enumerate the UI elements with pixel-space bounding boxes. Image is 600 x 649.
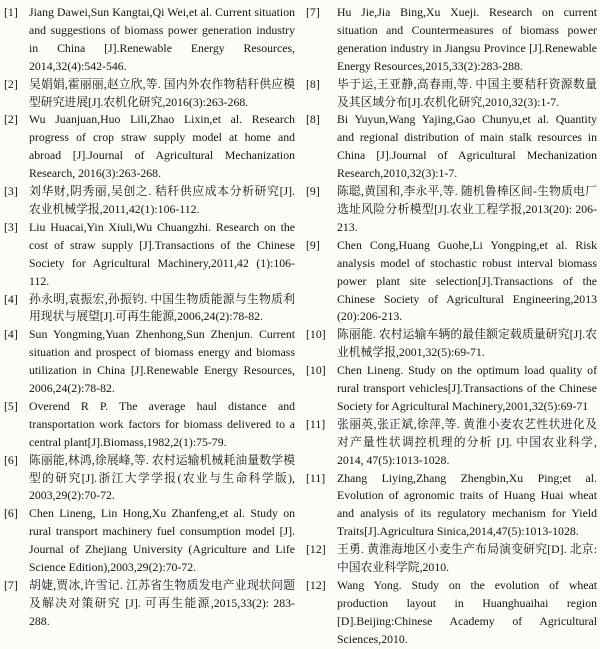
reference-text: Jiang Dawei,Sun Kangtai,Qi Wei,et al. Current situation and suggestions of biomass power generation industry in China [J].Renewable Energy Resources, 2014,32(4):542-546. [29, 5, 295, 73]
reference-text: Wu Juanjuan,Huo Lili,Zhao Lixin,et al. Research progress of crop straw supply model at home and abroad [J].Journal of Agricultural Mechanization Research, 2016(3):263-268. [29, 112, 295, 181]
reference-number: [10] [306, 363, 326, 378]
reference-number: [5] [4, 398, 18, 413]
reference-text: Liu Huacai,Yin Xiuli,Wu Chuangzhi. Research on the cost of straw supply [J].Transactions of the Chinese Society for Agricultural Machinery,2011,42 (1):106-112. [29, 219, 295, 288]
reference-text: Hu Jie,Jia Bing,Xu Xueji. Research on current situation and Countermeasures of biomass power generation industry in Jiangsu Province [J].Renewable Energy Resources,2015,33(2):283-288. [337, 5, 597, 73]
reference-number: [6] [4, 506, 18, 521]
reference-number: [9] [306, 237, 320, 252]
reference-entry [4, 111, 295, 183]
reference-number: [11] [306, 416, 326, 431]
reference-entry [306, 577, 597, 649]
reference-text: 陈聪,黄国和,李永平,等. 随机鲁棒区间-生物质电厂选址风险分析模型[J].农业工程学报,2013(20): 206-213. [337, 184, 597, 234]
reference-entry [4, 183, 295, 219]
reference-entry [306, 237, 597, 327]
reference-number: [9] [306, 184, 320, 199]
reference-text: Zhang Liying,Zhang Zhengbin,Xu Ping;et al. Evolution of agronomic traits of Huang Huai wheat and analysis of its regulatory mechanism for Yield Traits[J].Agricultura Sinica,2014,47(5):1013-1028. [337, 470, 597, 539]
reference-text: 胡婕,贾冰,许雪记. 江苏省生物质发电产业现状问题及解决对策研究 [J]. 可再生能源,2015,33(2): 283-288. [29, 578, 295, 628]
reference-text: Wang Yong. Study on the evolution of wheat production layout in Huanghuaihai region [D].Beijing:Chinese Academy of Agricultural Sciences,2010. [337, 578, 597, 646]
reference-text: Chen Lineng. Study on the optimum load quality of rural transport vehicles[J].Transactions of the Chinese Society for Agricultural Machinery,2001,32(5):69-71 [337, 363, 597, 413]
reference-text: Chen Lineng, Lin Hong,Xu Zhanfeng,et al. Study on rural transport machinery fuel consumption model [J]. Journal of Zhejiang University (Agriculture and Life Science Edition),2003,29(2):70-72. [29, 506, 295, 575]
reference-text: Chen Cong,Huang Guohe,Li Yongping,et al. Risk analysis model of stochastic robust interval biomass power plant site selection[J].Transactions of the Chinese Society of Agricultural Engineering,2013 (20):206-213. [337, 237, 597, 324]
reference-entry [4, 76, 295, 112]
reference-text: 孙永明,袁振宏,孙振钧. 中国生物质能源与生物质利用现状与展望[J].可再生能源,2006,24(2):78-82. [29, 291, 295, 324]
reference-text: 陈丽能,林鸿,徐展峰,等. 农村运输机械耗油量数学模型的研究[J].浙江大学学报(农业与生命科学版), 2003,29(2):70-72. [29, 452, 295, 503]
reference-entry [306, 470, 597, 542]
reference-number: [1] [4, 5, 18, 19]
reference-number: [12] [306, 578, 326, 592]
reference-number: [2] [4, 112, 18, 127]
reference-number: [8] [306, 76, 320, 91]
reference-entry [306, 4, 597, 76]
reference-number: [4] [4, 291, 18, 306]
reference-entry [4, 219, 295, 291]
reference-entry [4, 505, 295, 577]
reference-number: [12] [306, 542, 326, 557]
reference-text: 张丽英,张正斌,徐萍,等. 黄淮小麦农艺性状进化及对产量性状调控机理的分析 [J]. 中国农业科学, 2014, 47(5):1013-1028. [337, 416, 597, 467]
reference-number: [11] [306, 470, 326, 485]
reference-number: [6] [4, 452, 18, 467]
reference-entry [306, 111, 597, 183]
reference-number: [8] [306, 112, 320, 127]
reference-number: [7] [4, 578, 18, 592]
references-column-left [4, 4, 295, 629]
reference-text: 吴娟娟,霍丽丽,赵立欣,等. 国内外农作物秸秆供应模型研究进展[J].农机化研究,2016(3):263-268. [29, 76, 295, 109]
reference-number: [10] [306, 327, 326, 342]
reference-text: 陈丽能. 农村运输车辆的最佳额定载质量研究[J].农业机械学报,2001,32(5):69-71. [337, 327, 597, 360]
reference-text: 王勇. 黄淮海地区小麦生产布局演变研究[D]. 北京: 中国农业科学院,2010. [337, 542, 597, 575]
reference-entry [306, 183, 597, 237]
reference-number: [7] [306, 5, 320, 19]
reference-entry [4, 452, 295, 506]
reference-entry [306, 416, 597, 470]
references-column-right [306, 4, 597, 646]
reference-entry [306, 76, 597, 112]
reference-entry [4, 398, 295, 452]
reference-text: Bi Yuyun,Wang Yajing,Gao Chunyu,et al. Quantity and regional distribution of main stalk resources in China [J].Journal of Agricultural Mechanization Research,2010,32(3):1-7. [337, 112, 597, 181]
reference-text: 刘华财,阴秀丽,吴创之. 秸秆供应成本分析研究[J]. 农业机械学报,2011,42(1):106-112. [29, 184, 295, 216]
reference-entry [306, 541, 597, 577]
reference-entry [4, 326, 295, 398]
reference-text: 毕于运,王亚静,高春雨,等. 中国主要秸秆资源数量及其区域分布[J].农机化研究,2010,32(3):1-7. [337, 76, 597, 109]
reference-number: [4] [4, 327, 18, 342]
reference-text: Overend R P. The average haul distance and transportation work factors for biomass delivered to a central plant[J].Biomass,1982,2(1):75-79. [29, 398, 295, 449]
reference-entry [4, 291, 295, 327]
reference-number: [3] [4, 184, 18, 199]
reference-text: Sun Yongming,Yuan Zhenhong,Sun Zhenjun. Current situation and prospect of biomass energy and biomass utilization in China [J].Renewable Energy Resources, 2006,24(2):78-82. [29, 327, 295, 396]
reference-entry [306, 326, 597, 362]
reference-number: [3] [4, 219, 18, 234]
reference-number: [2] [4, 76, 18, 91]
reference-entry [306, 362, 597, 416]
reference-entry [4, 4, 295, 76]
reference-entry [4, 577, 295, 631]
